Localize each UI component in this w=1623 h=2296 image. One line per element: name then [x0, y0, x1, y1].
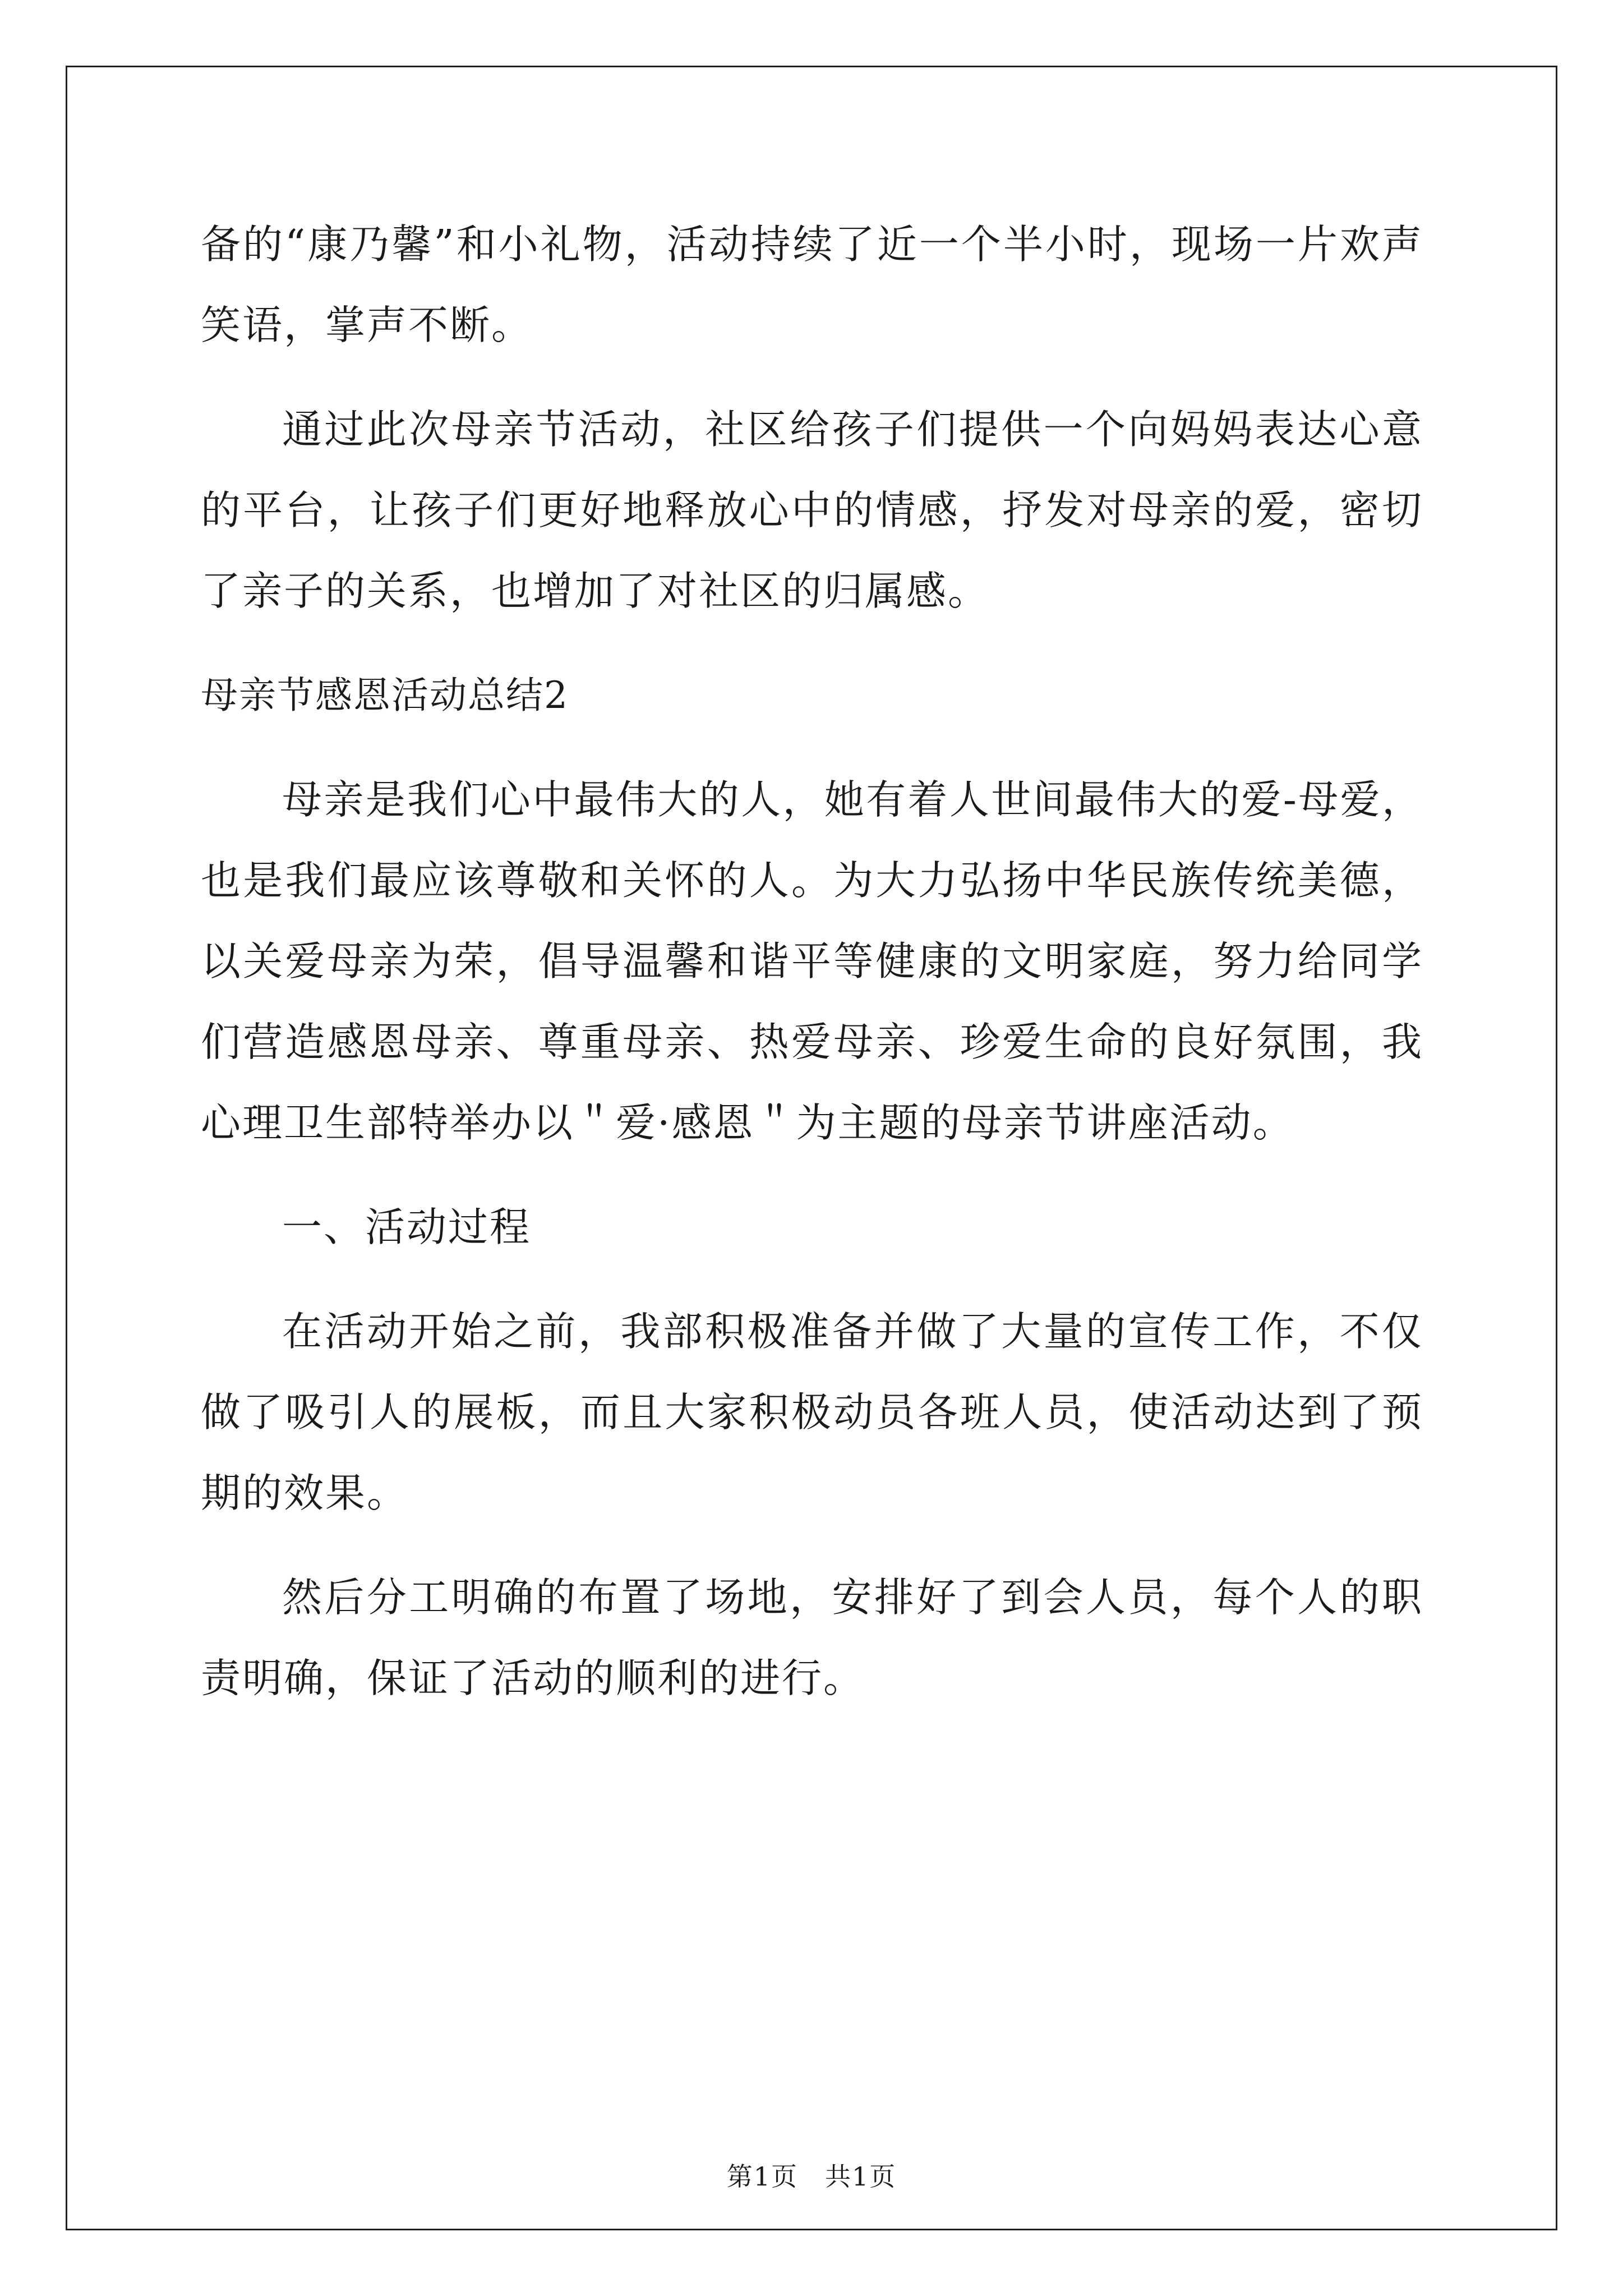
section-title: 母亲节感恩活动总结2 — [201, 674, 569, 717]
paragraph-preparation: 在活动开始之前，我部积极准备并做了大量的宣传工作，不仅做了吸引人的展板，而且大家积极动员各班人员，使活动达到了预期的效果。 — [201, 1308, 1423, 1516]
page-footer: 第1页 共1页 — [726, 2161, 897, 2192]
paragraph-arrangement: 然后分工明确的布置了场地，安排好了到会人员，每个人的职责明确，保证了活动的顺利的进行。 — [201, 1574, 1423, 1701]
subsection-heading: 一、活动过程 — [282, 1204, 532, 1250]
paragraph-continued: 备的“康乃馨”和小礼物，活动持续了近一个半小时，现场一片欢声笑语，掌声不断。 — [201, 221, 1423, 348]
paragraph-summary: 通过此次母亲节活动，社区给孩子们提供一个向妈妈表达心意的平台，让孩子们更好地释放心中的情感，抒发对母亲的爱，密切了亲子的关系，也增加了对社区的归属感。 — [201, 406, 1423, 614]
document-body — [201, 204, 1423, 1719]
paragraph-intro: 母亲是我们心中最伟大的人，她有着人世间最伟大的爱-母爱，也是我们最应该尊敬和关怀的人。为大力弘扬中华民族传统美德，以关爱母亲为荣，倡导温馨和谐平等健康的文明家庭，努力给同学们营造感恩母亲、尊重母亲、热爱母亲、珍爱生命的良好氛围，我心理卫生部特举办以＂爱·感恩＂为主题的母亲节讲座活动。 — [201, 776, 1423, 1146]
